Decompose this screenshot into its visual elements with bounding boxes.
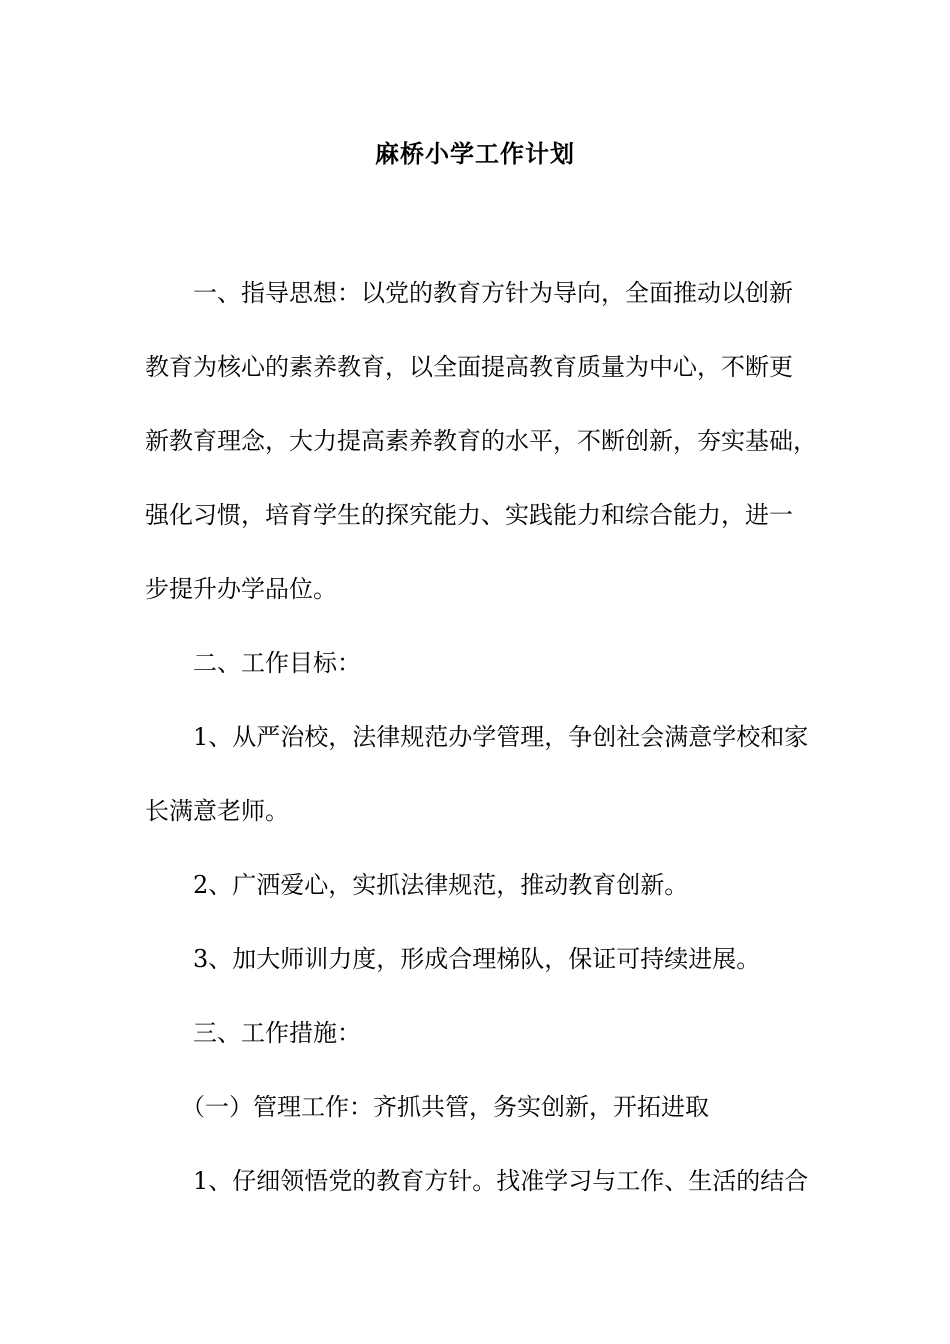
section-heading: 三、工作措施： bbox=[193, 1019, 361, 1047]
paragraph-line: 一、指导思想：以党的教育方针为导向，全面推动以创新 bbox=[193, 279, 793, 307]
paragraph-line: 新教育理念，大力提高素养教育的水平，不断创新，夯实基础， bbox=[145, 427, 817, 455]
paragraph-line: 步提升办学品位。 bbox=[145, 575, 337, 603]
paragraph-line: 1、从严治校，法律规范办学管理，争创社会满意学校和家 bbox=[193, 723, 809, 751]
section-heading: 二、工作目标： bbox=[193, 649, 361, 677]
paragraph-line: 1、仔细领悟党的教育方针。找准学习与工作、生活的结合 bbox=[193, 1167, 809, 1195]
document-body bbox=[145, 256, 817, 1218]
document-title: 麻桥小学工作计划 bbox=[375, 139, 575, 168]
paragraph-line: 3、加大师训力度，形成合理梯队，保证可持续进展。 bbox=[193, 945, 761, 973]
paragraph-line: 教育为核心的素养教育，以全面提高教育质量为中心，不断更 bbox=[145, 353, 793, 381]
paragraph-line: 强化习惯，培育学生的探究能力、实践能力和综合能力，进一 bbox=[145, 501, 793, 529]
subsection-heading: （一）管理工作：齐抓共管，务实创新，开拓进取 bbox=[181, 1093, 709, 1121]
paragraph-line: 长满意老师。 bbox=[145, 797, 289, 825]
paragraph-line: 2、广洒爱心，实抓法律规范，推动教育创新。 bbox=[193, 871, 689, 899]
